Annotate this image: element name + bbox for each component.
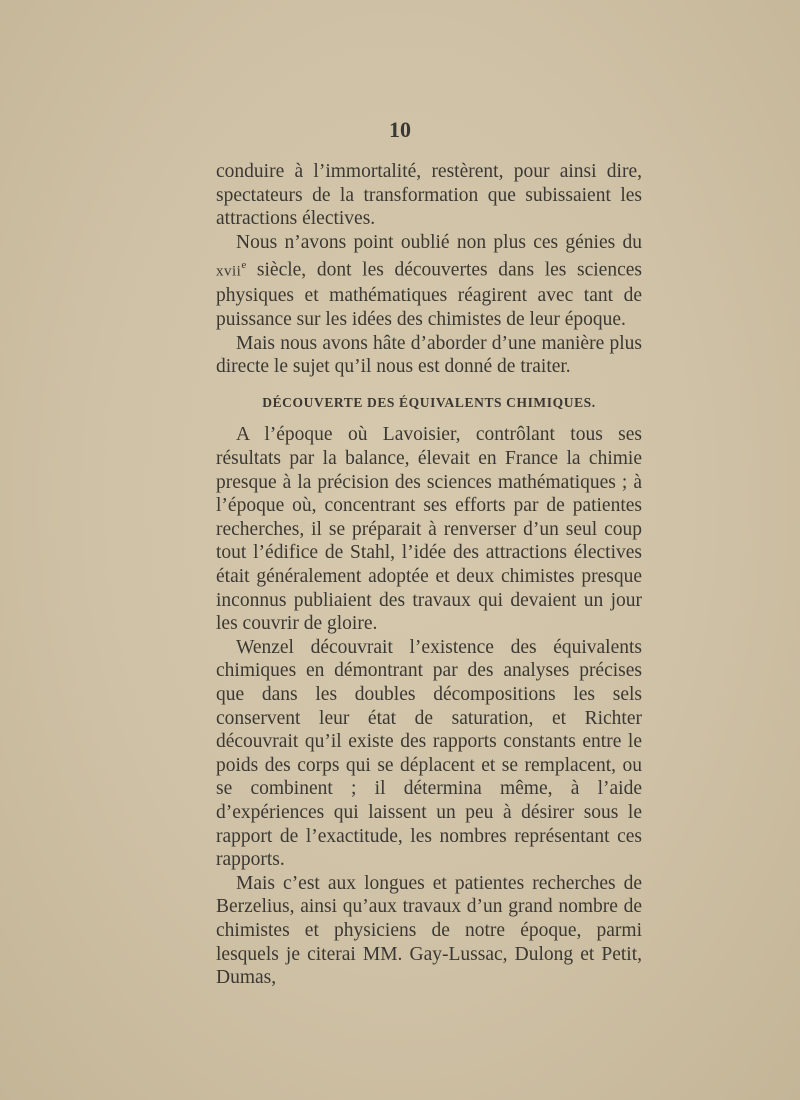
body-text [216,160,642,990]
paragraph-wenzel: Wenzel découvrait l’existence des équivalents chimiques en démontrant par des analyses précises que dans les doubles décompositions les sels conservent leur état de saturation, et Richter découvrait qu’il existe des rapports constants entre le poids des corps qui se déplacent et se remplacent, ou se combinent ; il détermina même, à l’aide d’expériences qui laissent un peu à désirer sous le rapport de l’exactitude, les nombres représentant ces rapports. [216,636,642,871]
section-heading: DÉCOUVERTE DES ÉQUIVALENTS CHIMIQUES. [262,394,596,410]
paragraph-berzelius: Mais c’est aux longues et patientes recherches de Berzelius, ainsi qu’aux travaux d’un grand nombre de chimistes et physiciens de notre époque, parmi lesquels je citerai MM. Gay-Lussac, Dulong et Petit, Dumas, [216,872,642,989]
paragraph-continuation: conduire à l’immortalité, restèrent, pour ainsi dire, spectateurs de la transformation que subissaient les attractions électives. [216,161,642,230]
century-suffix: e [241,259,247,272]
century-numeral: xvii [216,263,242,280]
paragraph-lavoisier: A l’époque où Lavoisier, contrôlant tous ses résultats par la balance, élevait en France la chimie presque à la précision des sciences mathématiques ; à l’époque où, concentrant ses efforts par de patientes recherches, il se préparait à renverser d’un seul coup tout l’édifice de Stahl, l’idée des attractions électives était généralement adoptée et deux chimistes presque inconnus publiaient des travaux qui devaient un jour les couvrir de gloire. [216,424,642,635]
paragraph-xviie-before: Nous n’avons point oublié non plus ces génies du [236,231,642,253]
paragraph-hate: Mais nous avons hâte d’aborder d’une manière plus directe le sujet qu’il nous est donné de traiter. [216,332,642,378]
paragraph-xviie [216,231,642,332]
paragraph-xviie-after: siècle, dont les découvertes dans les sciences physiques et mathématiques réagirent avec tant de puissance sur les idées des chimistes de leur époque. [216,259,642,331]
page-number: 10 [389,117,411,142]
